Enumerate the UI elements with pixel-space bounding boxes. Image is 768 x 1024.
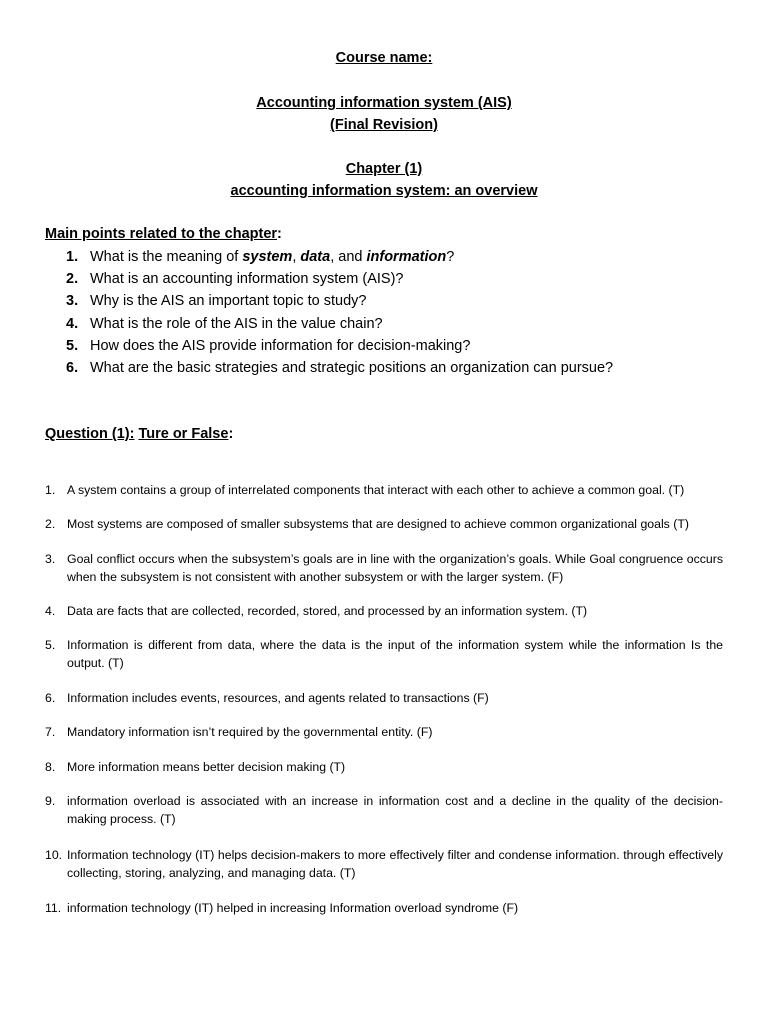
main-point-text: , <box>292 249 301 265</box>
statement-item <box>45 723 723 741</box>
main-point-number: 6. <box>66 360 79 377</box>
statement-item <box>45 602 723 620</box>
main-point-item <box>66 268 746 290</box>
main-point-text: information <box>366 249 447 265</box>
statement-number: 7. <box>45 725 56 740</box>
statement-item <box>45 899 723 917</box>
statement-number: 9. <box>45 794 56 809</box>
statement-item <box>45 758 723 776</box>
main-point-text: What are the basic strategies and strategic positions an organization can pursue? <box>90 360 614 377</box>
main-point-text: , and <box>330 249 367 265</box>
statement-number: 5. <box>45 638 56 653</box>
statement-text: information overload is associated with an increase in information cost and a decline in the quality of the decision-making process. (T) <box>67 794 723 827</box>
main-points-heading <box>45 225 282 243</box>
main-point-text: Why is the AIS an important topic to study? <box>90 293 367 310</box>
statement-number: 6. <box>45 690 56 705</box>
main-point-item <box>66 357 746 379</box>
statement-item <box>45 689 723 707</box>
statement-number: 8. <box>45 759 56 774</box>
course-title: Accounting information system (AIS) <box>256 95 512 111</box>
main-point-number: 2. <box>66 271 79 288</box>
statement-number: 2. <box>45 517 56 532</box>
statement-number: 3. <box>45 551 56 566</box>
main-point-number: 5. <box>66 337 79 354</box>
statement-text: Goal conflict occurs when the subsystem’s goals are in line with the organization’s goals. While Goal congruence occurs when the subsystem is not consistent with another subsystem or with the larger system. (F) <box>67 551 723 585</box>
main-point-item <box>66 246 746 268</box>
statement-text: Data are facts that are collected, recorded, stored, and processed by an information system. (T) <box>67 603 588 618</box>
main-point-text: data <box>300 249 331 265</box>
statement-text: Information is different from data, where the data is the input of the information system while the information Is the output. (T) <box>67 638 723 671</box>
statement-text: Most systems are composed of smaller subsystems that are designed to achieve common organizational goals (T) <box>67 517 689 532</box>
statement-text: A system contains a group of interrelated components that interact with each other to achieve a common goal. (T) <box>67 483 685 497</box>
main-point-text: What is the meaning of <box>90 249 243 265</box>
statement-text: Information technology (IT) helps decision-makers to more effectively filter and condense information. through effectively collecting, storing, analyzing, and managing data. (T) <box>67 847 723 881</box>
statement-item <box>45 550 723 587</box>
statement-item <box>45 846 723 883</box>
chapter-title: accounting information system: an overview <box>230 183 538 199</box>
statement-item <box>45 636 723 673</box>
main-point-text: How does the AIS provide information for decision-making? <box>90 337 471 354</box>
chapter-label: Chapter (1) <box>345 161 423 177</box>
statement-text: Information includes events, resources, and agents related to transactions (F) <box>67 690 489 705</box>
main-point-text: What is an accounting information system (AIS)? <box>90 271 404 288</box>
main-point-number: 1. <box>66 249 79 265</box>
question-label: Question (1): <box>45 426 135 442</box>
main-point-text: What is the role of the AIS in the value chain? <box>90 315 383 332</box>
main-points-list <box>66 246 746 379</box>
question-heading <box>45 425 233 443</box>
statement-item <box>45 792 723 829</box>
statement-number: 4. <box>45 603 56 618</box>
main-point-number: 4. <box>66 315 79 332</box>
statement-text: More information means better decision making (T) <box>67 759 346 774</box>
main-point-item <box>66 290 746 312</box>
statement-number: 11. <box>45 900 62 915</box>
statement-item <box>45 481 723 499</box>
true-false-list <box>45 481 723 917</box>
statement-number: 10. <box>45 847 63 862</box>
revision-label: (Final Revision) <box>330 117 438 133</box>
main-point-item <box>66 335 746 357</box>
statement-item <box>45 515 723 533</box>
course-label: Course name: <box>335 50 433 66</box>
statement-text: Mandatory information isn’t required by the governmental entity. (F) <box>67 725 433 740</box>
main-points-heading-colon: : <box>277 226 282 242</box>
main-point-text: ? <box>446 249 455 265</box>
question-colon: : <box>228 426 234 442</box>
question-type: Ture or False <box>138 426 229 442</box>
statement-text: information technology (IT) helped in increasing Information overload syndrome (F) <box>67 900 519 915</box>
main-points-heading-text: Main points related to the chapter <box>45 226 278 242</box>
statement-number: 1. <box>45 483 56 497</box>
main-point-item <box>66 313 746 335</box>
main-point-text: system <box>242 249 293 265</box>
main-point-number: 3. <box>66 293 79 310</box>
